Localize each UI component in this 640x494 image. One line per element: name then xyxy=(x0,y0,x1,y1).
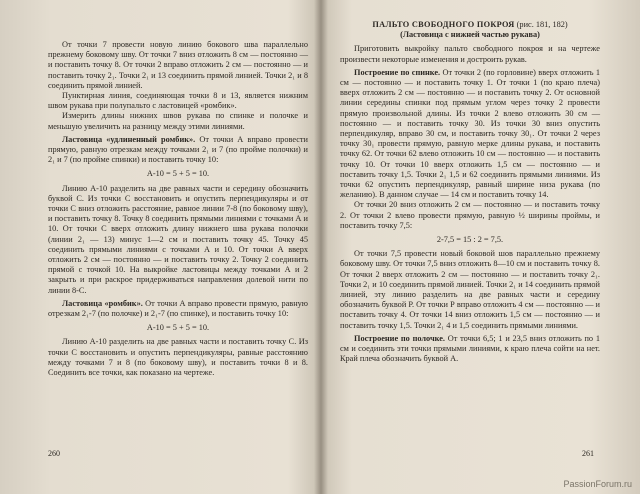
left-page xyxy=(0,0,318,494)
paragraph: Линию А-10 разделить на две равных части и поставить точку С. Из точки С восстановить и опустить перпендикуляры, равные расстоянию между точками 7 и 8 (по боковому шву), и поставить точки 8 и 8. Соединить все точки, как показано на чертеже. xyxy=(48,337,308,378)
paragraph xyxy=(48,299,308,319)
formula: А-10 = 5 + 5 = 10. xyxy=(146,323,210,333)
paragraph: Линию А-10 разделить на две равных части и середину обозначить буквой С. Из точки С восстановить и опустить перпендикуляры и от точки С вниз отложить расстояние, равное линии 7-8 (по боковому шву), и поставить точку 8. Точку 8 соединить прямыми линиями с точками А и 10. От точки С вверх отложить длину нижнего шва рукава полочки (линии 2₁ — 13) минус 1—2 см и поставить точку 45. Точку 45 соединить прямыми линиями с точками А и 10. От точки А вверх отложить 2 см — постоянно — и поставить точку 2. Точку 2 соединить прямой с точкой 10. На выкройке ластовицы между точками А и 2 закрыть и при раскрое придерживаться направления долевой нити по линии 8-С. xyxy=(48,183,308,295)
paragraph xyxy=(340,68,600,201)
watermark: PassionForum.ru xyxy=(563,479,632,489)
chapter-title: ПАЛЬТО СВОБОДНОГО ПОКРОЯ xyxy=(372,20,515,29)
paragraph: Измерить длины нижних швов рукава по спинке и полочке и меньшую увеличить на разницу между этими линиями. xyxy=(48,111,308,131)
paragraph xyxy=(48,135,308,166)
paragraph: От точки 7 провести новую линию бокового шва параллельно прежнему боковому шву. От точки 7 вниз отложить 8 см — постоянно — и поставить точку 8. От точки 2 вправо отложить 2 см — постоянно — и поставить точку 2₁. Точки 2₁ и 13 соединить прямой линией. Точки 2₁ и 8 соединить прямой линией. xyxy=(48,40,308,90)
paragraph: Пунктирная линия, соединяющая точки 8 и 13, является нижним швом рукава при полупальто с ластовицей «ромбик». xyxy=(48,91,308,111)
formula: А-10 = 5 + 5 = 10. xyxy=(146,169,210,179)
paragraph-body: От точки 2 (по горловине) вверх отложить 1 см — постоянно — и поставить точку 1. От точки 1 (по краю плеча) вверх отложить 2 см — постоянно — и поставить точку 2. От основной линии середины спинки под прямым углом через точку 2 провести прямую произвольной длины. Из точки 2 влево отложить 30 см — постоянно — и поставить точку 30. Из точки 30 вниз опустить перпендикуляр, вправо 30 см, и поставить точку 30₁. От точки 2 через точку 30₁ провести прямую, равную мерке длины рукава, и поставить точку 62. От точки 62 влево отложить 10 см — постоянно — и поставить точку 10. От точки 10 вверх отложить 1,5 см — постоянно — и поставить точку 1,5. Точки 2₁ 1,5 и 62 соединить прямыми линиями. Из точки 62 опустить перпендикуляр, равный ширине низа рукава (по желанию). В данном случае — 14 см и поставить точку 14. xyxy=(340,67,600,200)
paragraph-body: От точки А вправо провести прямую, равную отрезкам 2₁-7 (по полочке) и 2₁-7 (по спинке), и поставить точку 10: xyxy=(48,298,308,319)
right-page-number: 261 xyxy=(582,449,594,458)
chapter-subtitle: (Ластовица с нижней частью рукава) xyxy=(400,30,540,40)
paragraph-heading: Ластовица «ромбик». xyxy=(62,298,143,308)
chapter-title-line xyxy=(340,20,600,30)
paragraph-heading: Построение по полочке. xyxy=(354,333,446,343)
chapter-figure-ref: (рис. 181, 182) xyxy=(516,20,568,29)
paragraph: Приготовить выкройку пальто свободного покроя и на чертеже произвести некоторые изменения и достроить рукав. xyxy=(340,44,600,64)
paragraph-heading: Построение по спинке. xyxy=(354,67,441,77)
formula: 2-7,5 = 15 : 2 = 7,5. xyxy=(436,235,504,245)
paragraph: От точки 7,5 провести новый боковой шов параллельно прежнему боковому шву. От точки 7,5 вниз отложить 8—10 см и поставить точку 8. От точки 2 вверх отложить 2 см — постоянно — и поставить точку 2₁. Точки 2₁ и 10 соединить прямой линией. Точки 2₁ и 14 соединить прямой линией, эту линию разделить на две равных части и середину обозначить буквой Р. От точки Р вправо отложить 4 см — постоянно — и поставить точку 4. От точки 14 вниз отложить 1,5 см — постоянно — и поставить точку 1,5. Точки 2₁ 4 и 1,5 соединить прямыми линиями. xyxy=(340,249,600,330)
paragraph-body: От точки А вправо провести прямую, равную отрезкам между точками 2₁ и 7 (по пройме полочки) и 2₁ и 7 (по пройме спинки) и поставить точку 10: xyxy=(48,134,308,165)
paragraph: От точки 20 вниз отложить 2 см — постоянно — и поставить точку 2. От точки 2 влево провести прямую, равную ½ ширины проймы, и поставить точку 7,5: xyxy=(340,200,600,230)
right-page xyxy=(322,0,640,494)
right-page-text xyxy=(340,20,600,365)
left-page-number: 260 xyxy=(48,449,60,458)
left-page-text xyxy=(48,40,308,378)
paragraph-heading: Ластовица «удлиненный ромбик». xyxy=(62,134,196,144)
paragraph xyxy=(340,334,600,365)
paragraph-body: От точки 6,5; 1 и 23,5 вниз отложить по 1 см и соединить эти точки прямыми линиями, к краю плеча сойти на нет. Край плеча обозначить буквой А. xyxy=(340,333,600,364)
